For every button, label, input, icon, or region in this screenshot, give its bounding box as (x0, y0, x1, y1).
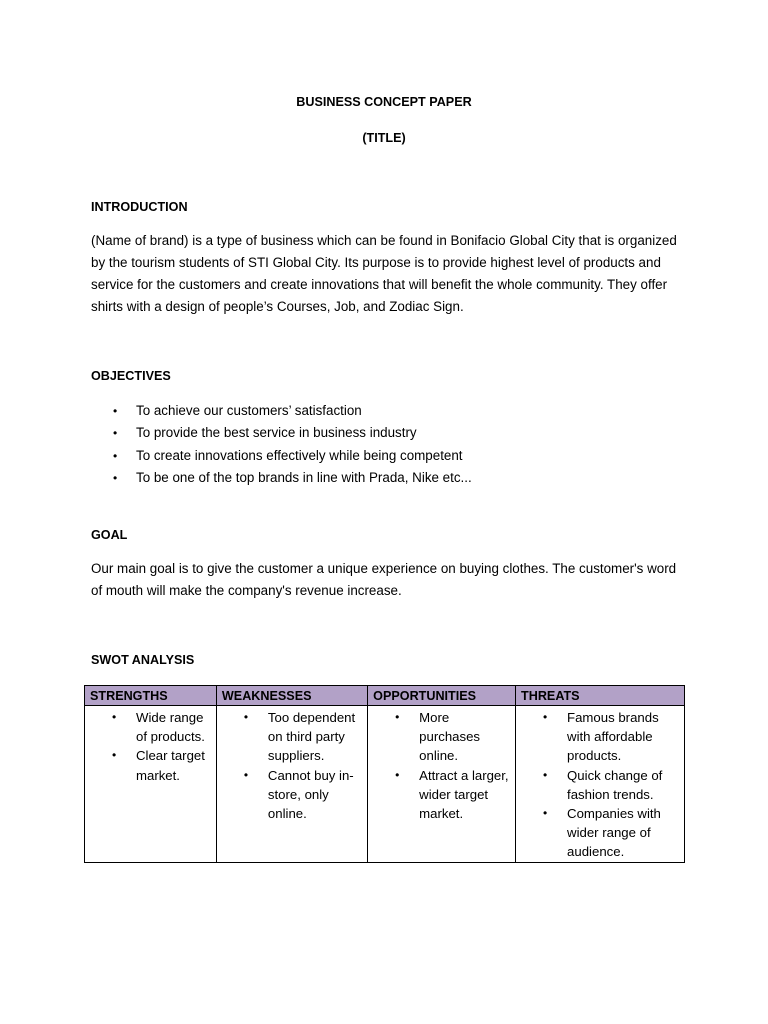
swot-item-text: Companies with wider range of audience. (567, 806, 661, 860)
swot-header-weaknesses: WEAKNESSES (216, 686, 367, 706)
bullet-icon: • (543, 710, 548, 724)
bullet-icon: • (543, 767, 548, 782)
swot-item-text: More purchases online. (419, 710, 481, 764)
bullet-icon: • (395, 767, 400, 782)
objectives-list (91, 400, 472, 489)
bullet-icon: • (113, 404, 118, 418)
list-item (516, 708, 684, 766)
objective-text: To achieve our customers’ satisfaction (136, 403, 362, 418)
list-item (368, 766, 515, 824)
swot-heading: SWOT ANALYSIS (91, 653, 195, 667)
list-item (85, 746, 216, 784)
swot-item-text: Famous brands with affordable products. (567, 710, 659, 764)
bullet-icon: • (543, 806, 548, 821)
goal-heading: GOAL (91, 528, 128, 542)
objective-text: To provide the best service in business industry (136, 425, 417, 441)
swot-table (84, 685, 685, 863)
objective-text: To be one of the top brands in line with Prada, Nike etc... (136, 469, 472, 485)
swot-item-text: Clear target market. (136, 748, 205, 783)
list-item (91, 445, 472, 467)
swot-item-text: Wide range of products. (136, 710, 205, 745)
bullet-icon: • (243, 767, 249, 782)
objective-text: To create innovations effectively while being competent (136, 447, 463, 463)
list-item (516, 804, 684, 862)
bullet-icon: • (395, 710, 400, 724)
swot-header-strengths: STRENGTHS (85, 686, 217, 706)
swot-cell-weaknesses (216, 706, 367, 863)
swot-item-text: Quick change of fashion trends. (567, 767, 663, 802)
document-title: BUSINESS CONCEPT PAPER (296, 95, 472, 109)
bullet-icon: • (243, 710, 249, 724)
list-item (217, 708, 367, 766)
bullet-icon: • (112, 710, 117, 724)
bullet-icon: • (113, 448, 118, 463)
swot-content-row (85, 706, 685, 863)
swot-header-opportunities: OPPORTUNITIES (368, 686, 516, 706)
objectives-heading: OBJECTIVES (91, 369, 171, 383)
list-item (368, 708, 515, 766)
swot-item-text: Cannot buy in-store, only online. (267, 767, 354, 822)
document-subtitle: (TITLE) (362, 131, 406, 145)
list-item (91, 467, 472, 489)
bullet-icon: • (112, 748, 117, 763)
list-item (91, 400, 472, 422)
swot-item-text: Attract a larger, wider target market. (419, 767, 509, 822)
introduction-heading: INTRODUCTION (91, 200, 188, 214)
swot-cell-opportunities (368, 706, 516, 863)
list-item (85, 708, 216, 746)
swot-header-threats: THREATS (516, 686, 685, 706)
list-item (516, 766, 684, 804)
swot-cell-strengths (85, 706, 217, 863)
swot-cell-threats (516, 706, 685, 863)
swot-item-text: Too dependent on third party suppliers. (267, 710, 356, 764)
bullet-icon: • (113, 470, 118, 485)
goal-paragraph: Our main goal is to give the customer a unique experience on buying clothes. The customer's word of mouth will make the company's revenue increase. (91, 561, 677, 598)
list-item (217, 766, 367, 824)
list-item (91, 422, 472, 444)
swot-header-row (85, 686, 685, 706)
introduction-paragraph: (Name of brand) is a type of business which can be found in Bonifacio Global City that is organized by the tourism students of STI Global City. Its purpose is to provide highest level of products and service for the customers and create innovations that will benefit the whole community. They offer shirts with a design of people’s Courses, Job, and Zodiac Sign. (91, 233, 677, 314)
bullet-icon: • (113, 426, 118, 441)
